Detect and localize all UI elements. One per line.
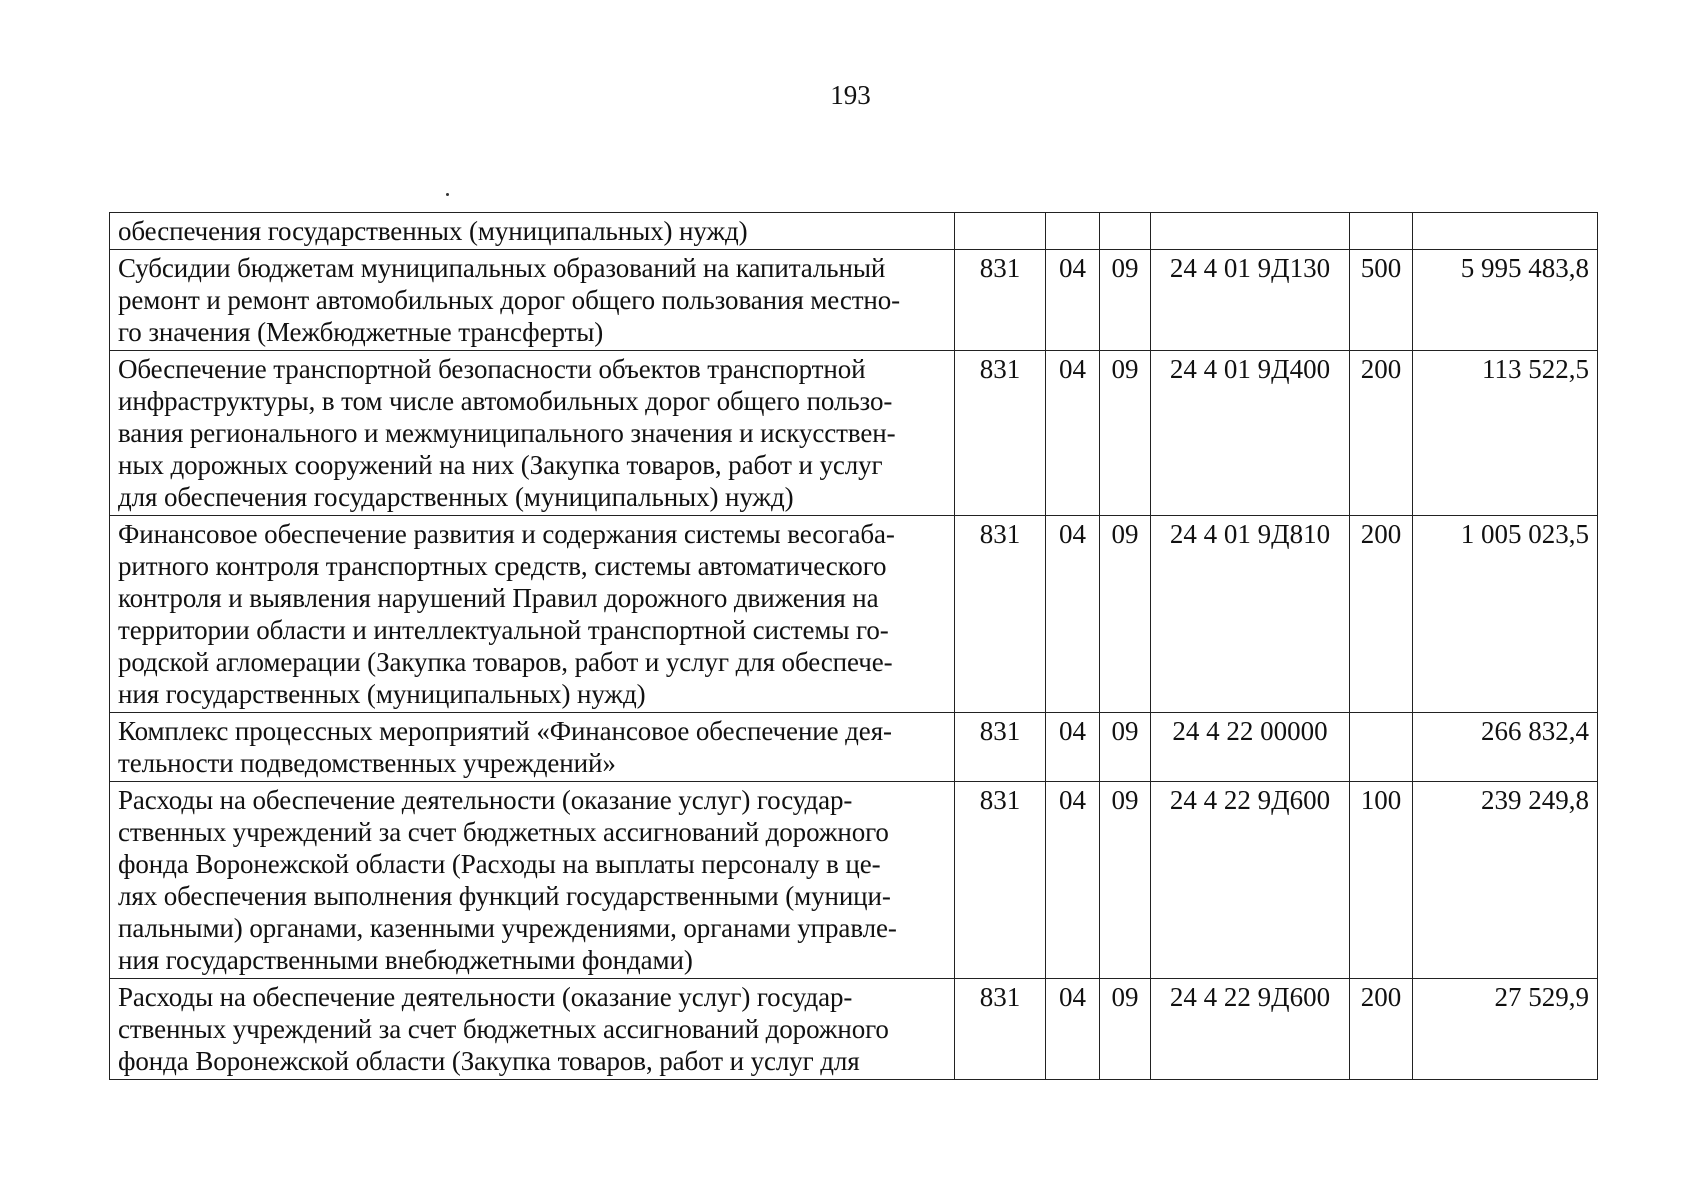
subsection-code-cell: 09 [1100, 250, 1151, 351]
description-cell [110, 979, 955, 1080]
description-line: ритного контроля транспортных средств, системы автоматического [118, 551, 887, 581]
description-line: Субсидии бюджетам муниципальных образований на капитальный [118, 253, 886, 283]
table-row [110, 516, 1598, 713]
section-code-cell: 04 [1046, 351, 1100, 516]
description-line: фонда Воронежской области (Расходы на выплаты персоналу в це- [118, 849, 881, 879]
section-code-cell: 04 [1046, 250, 1100, 351]
description-line: ремонт и ремонт автомобильных дорог общего пользования местно- [118, 285, 901, 315]
description-cell [110, 713, 955, 782]
table-row [110, 351, 1598, 516]
table-row [110, 782, 1598, 979]
description-cell [110, 250, 955, 351]
subsection-code-cell: 09 [1100, 782, 1151, 979]
ministry-code-cell: 831 [955, 351, 1046, 516]
ministry-code-cell [955, 213, 1046, 250]
description-line: го значения (Межбюджетные трансферты) [118, 317, 604, 347]
expense-type-cell: 200 [1350, 351, 1413, 516]
description-line: ных дорожных сооружений на них (Закупка товаров, работ и услуг [118, 450, 883, 480]
description-line: ния государственных (муниципальных) нужд) [118, 679, 646, 709]
table-row [110, 250, 1598, 351]
expense-type-cell: 500 [1350, 250, 1413, 351]
amount-cell: 113 522,5 [1413, 351, 1598, 516]
description-line: для обеспечения государственных (муниципальных) нужд) [118, 482, 794, 512]
target-article-cell: 24 4 01 9Д130 [1151, 250, 1350, 351]
table-row [110, 713, 1598, 782]
amount-cell: 5 995 483,8 [1413, 250, 1598, 351]
subsection-code-cell: 09 [1100, 713, 1151, 782]
description-line: контроля и выявления нарушений Правил дорожного движения на [118, 583, 879, 613]
page-number: 193 [830, 80, 871, 110]
subsection-code-cell: 09 [1100, 979, 1151, 1080]
expense-type-cell [1350, 213, 1413, 250]
expense-type-cell: 200 [1350, 516, 1413, 713]
description-line: Финансовое обеспечение развития и содержания системы весогаба- [118, 519, 895, 549]
description-line: обеспечения государственных (муниципальных) нужд) [118, 216, 748, 246]
description-line: ственных учреждений за счет бюджетных ассигнований дорожного [118, 817, 889, 847]
target-article-cell: 24 4 22 9Д600 [1151, 782, 1350, 979]
expense-type-cell: 100 [1350, 782, 1413, 979]
ministry-code-cell: 831 [955, 979, 1046, 1080]
description-line: тельности подведомственных учреждений» [118, 748, 616, 778]
description-line: Расходы на обеспечение деятельности (оказание услуг) государ- [118, 982, 853, 1012]
description-cell [110, 213, 955, 250]
amount-cell: 27 529,9 [1413, 979, 1598, 1080]
description-line: Комплекс процессных мероприятий «Финансовое обеспечение дея- [118, 716, 892, 746]
description-line: ственных учреждений за счет бюджетных ассигнований дорожного [118, 1014, 889, 1044]
section-code-cell: 04 [1046, 979, 1100, 1080]
amount-cell: 266 832,4 [1413, 713, 1598, 782]
ministry-code-cell: 831 [955, 250, 1046, 351]
target-article-cell: 24 4 01 9Д400 [1151, 351, 1350, 516]
description-line: вания регионального и межмуниципального значения и искусствен- [118, 418, 896, 448]
description-cell [110, 351, 955, 516]
expense-type-cell [1350, 713, 1413, 782]
section-code-cell [1046, 213, 1100, 250]
description-cell [110, 516, 955, 713]
table-body [110, 213, 1598, 1080]
scan-speck [446, 193, 449, 196]
subsection-code-cell [1100, 213, 1151, 250]
amount-cell: 1 005 023,5 [1413, 516, 1598, 713]
section-code-cell: 04 [1046, 782, 1100, 979]
description-line: ния государственными внебюджетными фондами) [118, 945, 693, 975]
target-article-cell [1151, 213, 1350, 250]
amount-cell: 239 249,8 [1413, 782, 1598, 979]
target-article-cell: 24 4 22 9Д600 [1151, 979, 1350, 1080]
ministry-code-cell: 831 [955, 516, 1046, 713]
section-code-cell: 04 [1046, 713, 1100, 782]
target-article-cell: 24 4 01 9Д810 [1151, 516, 1350, 713]
description-line: фонда Воронежской области (Закупка товаров, работ и услуг для [118, 1046, 860, 1076]
budget-table [109, 212, 1598, 1080]
subsection-code-cell: 09 [1100, 351, 1151, 516]
description-line: Расходы на обеспечение деятельности (оказание услуг) государ- [118, 785, 853, 815]
description-line: инфраструктуры, в том числе автомобильных дорог общего пользо- [118, 386, 893, 416]
description-line: территории области и интеллектуальной транспортной системы го- [118, 615, 889, 645]
target-article-cell: 24 4 22 00000 [1151, 713, 1350, 782]
table-row [110, 979, 1598, 1080]
description-line: Обеспечение транспортной безопасности объектов транспортной [118, 354, 866, 384]
table-row [110, 213, 1598, 250]
expense-type-cell: 200 [1350, 979, 1413, 1080]
description-line: лях обеспечения выполнения функций государственными (муници- [118, 881, 891, 911]
amount-cell [1413, 213, 1598, 250]
ministry-code-cell: 831 [955, 713, 1046, 782]
ministry-code-cell: 831 [955, 782, 1046, 979]
description-cell [110, 782, 955, 979]
subsection-code-cell: 09 [1100, 516, 1151, 713]
description-line: пальными) органами, казенными учреждениями, органами управле- [118, 913, 897, 943]
section-code-cell: 04 [1046, 516, 1100, 713]
description-line: родской агломерации (Закупка товаров, работ и услуг для обеспече- [118, 647, 893, 677]
